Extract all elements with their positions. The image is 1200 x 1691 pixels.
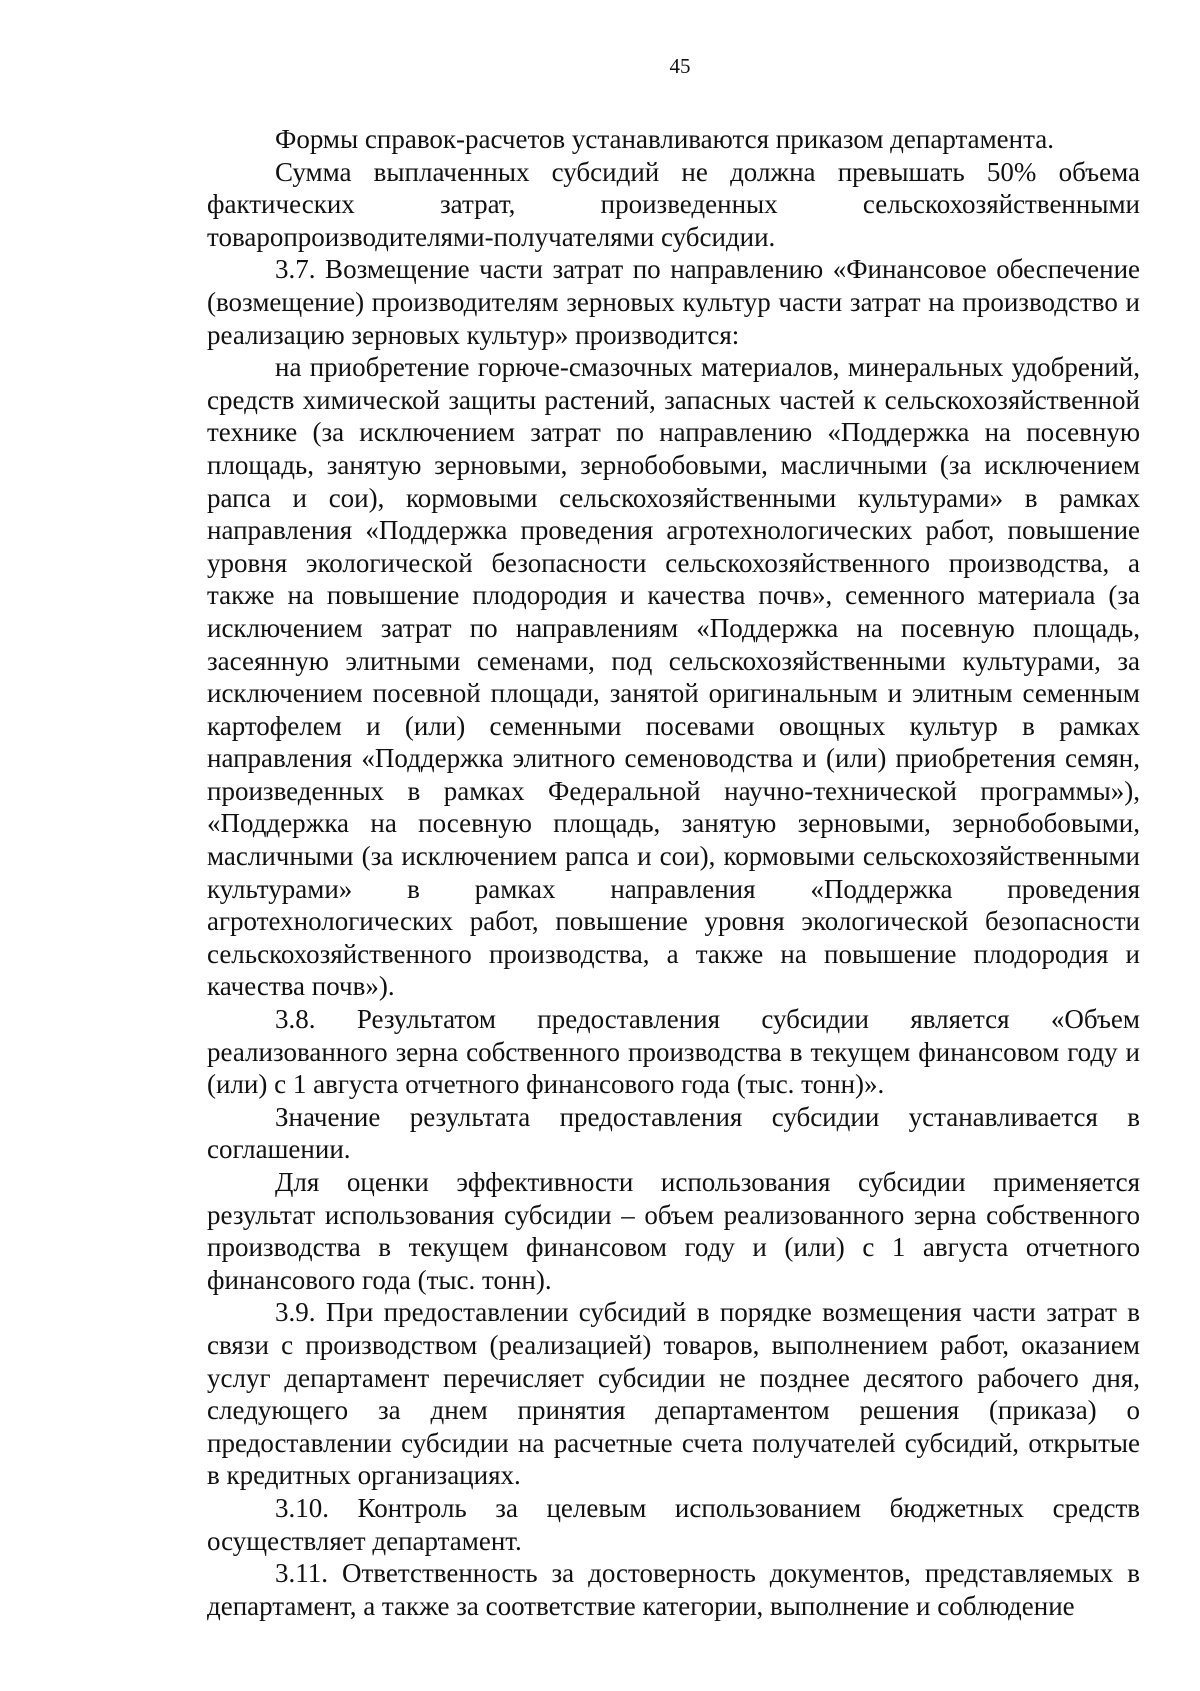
page-number: 45 xyxy=(669,54,691,78)
paragraph-3-11: 3.11. Ответственность за достоверность документов, представляемых в департамент, а также за соответствие категории, выполнение и соблюдение xyxy=(207,1558,1140,1621)
paragraph-3-8: 3.8. Результатом предоставления субсидии является «Объем реализованного зерна собственного производства в текущем финансовом году и (или) с 1 августа отчетного финансового года (тыс. тонн)». xyxy=(207,1004,1140,1100)
paragraph-forms: Формы справок-расчетов устанавливаются приказом департамента. xyxy=(275,124,1054,154)
paragraph-subsidy-limit: Сумма выплаченных субсидий не должна превышать 50% объема фактических затрат, произведенных сельскохозяйственными товаропроизводителями-получателями субсидии. xyxy=(207,156,1140,252)
paragraph-3-10: 3.10. Контроль за целевым использованием бюджетных средств осуществляет департамент. xyxy=(207,1492,1140,1556)
paragraph-3-9: 3.9. При предоставлении субсидий в порядке возмещения части затрат в связи с производством (реализацией) товаров, выполнением работ, оказанием услуг департамент перечисляет субсидии не позднее десятого рабочего дня, следующего за днем принятия департаментом решения (приказа) о предоставлении субсидии на расчетные счета получателей субсидий, открытые в кредитных организациях. xyxy=(207,1297,1140,1491)
document-body xyxy=(207,123,1140,1622)
paragraph-acquisition: на приобретение горюче-смазочных материалов, минеральных удобрений, средств химической защиты растений, запасных частей к сельскохозяйственной технике (за исключением затрат по направлению «Поддержка на посевную площадь, занятую зерновыми, зернобобовыми, масличными (за исключением рапса и сои), кормовыми сельскохозяйственными культурами» в рамках направления «Поддержка проведения агротехнологических работ, повышение уровня экологической безопасности сельскохозяйственного производства, а также на повышение плодородия и качества почв», семенного материала (за исключением затрат по направлениям «Поддержка на посевную площадь, засеянную элитными семенами, под сельскохозяйственными культурами, за исключением посевной площади, занятой оригинальным и элитным семенным картофелем и (или) семенными посевами овощных культур в рамках направления «Поддержка элитного семеноводства и (или) приобретения семян, произведенных в рамках Федеральной научно-технической программы»), «Поддержка на посевную площадь, занятую зерновыми, зернобобовыми, масличными (за исключением рапса и сои), кормовыми сельскохозяйственными культурами» в рамках направления «Поддержка проведения агротехнологических работ, повышение уровня экологической безопасности сельскохозяйственного производства, а также на повышение плодородия и качества почв»). xyxy=(207,352,1140,1002)
paragraph-result-value: Значение результата предоставления субсидии устанавливается в соглашении. xyxy=(207,1101,1140,1165)
paragraph-3-7: 3.7. Возмещение части затрат по направлению «Финансовое обеспечение (возмещение) производителям зерновых культур части затрат на производство и реализацию зерновых культур» производится: xyxy=(207,254,1140,350)
paragraph-efficiency: Для оценки эффективности использования субсидии применяется результат использования субсидии – объем реализованного зерна собственного производства в текущем финансовом году и (или) с 1 августа отчетного финансового года (тыс. тонн). xyxy=(207,1167,1140,1295)
